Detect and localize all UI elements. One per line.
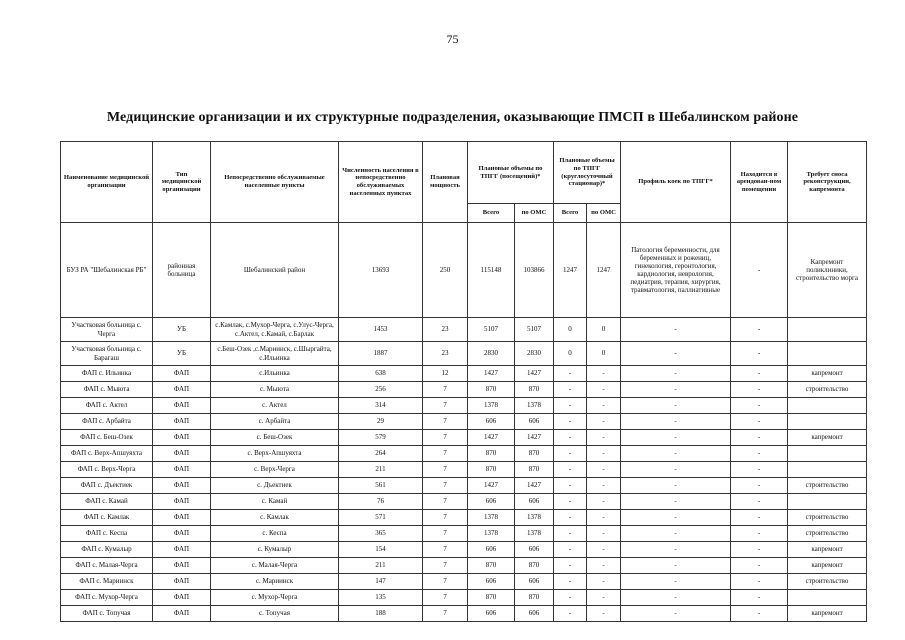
cell-name: ФАП с. Верх-Черга	[61, 462, 153, 478]
cell-rented: -	[731, 478, 788, 494]
cell-repair: строительство	[788, 382, 867, 398]
cell-repair: капремонт	[788, 366, 867, 382]
cell-b-oms: 1247	[587, 223, 621, 318]
cell-v-total: 870	[468, 462, 515, 478]
organizations-table	[60, 141, 867, 622]
cell-served: с. Кумалыр	[211, 542, 339, 558]
table-row	[61, 382, 867, 398]
header-beds-oms: по ОМС	[587, 204, 621, 223]
cell-b-total: -	[554, 526, 587, 542]
cell-capacity: 7	[423, 510, 468, 526]
cell-name: ФАП с. Верх-Апшуяхта	[61, 446, 153, 462]
header-visits-oms: по ОМС	[515, 204, 554, 223]
table-row	[61, 342, 867, 366]
cell-repair	[788, 342, 867, 366]
cell-rented: -	[731, 430, 788, 446]
cell-name: ФАП с. Малая-Черга	[61, 558, 153, 574]
cell-v-total: 606	[468, 606, 515, 622]
cell-population: 365	[339, 526, 423, 542]
cell-b-total: -	[554, 382, 587, 398]
cell-b-oms: -	[587, 462, 621, 478]
cell-repair: капремонт	[788, 542, 867, 558]
cell-name: ФАП с. Мариинск	[61, 574, 153, 590]
cell-v-oms: 870	[515, 590, 554, 606]
cell-name: Участковая больница с. Барагаш	[61, 342, 153, 366]
header-beds-volume: Плановые объемы по ТПГГ (круглосуточный стационар)*	[554, 142, 621, 204]
cell-rented: -	[731, 574, 788, 590]
cell-v-total: 1427	[468, 478, 515, 494]
cell-b-total: -	[554, 414, 587, 430]
cell-repair: Капремонт поликлиники, строительство морга	[788, 223, 867, 318]
cell-population: 147	[339, 574, 423, 590]
cell-b-total: -	[554, 558, 587, 574]
cell-b-oms: -	[587, 494, 621, 510]
cell-b-oms: -	[587, 606, 621, 622]
cell-repair	[788, 398, 867, 414]
header-repair: Требует сноса реконструкции, капремонта	[788, 142, 867, 223]
cell-v-total: 1378	[468, 526, 515, 542]
cell-b-oms: -	[587, 398, 621, 414]
cell-name: ФАП с. Кумалыр	[61, 542, 153, 558]
cell-type: районная больница	[153, 223, 211, 318]
cell-population: 314	[339, 398, 423, 414]
cell-type: ФАП	[153, 382, 211, 398]
cell-population: 135	[339, 590, 423, 606]
cell-b-oms: 0	[587, 342, 621, 366]
cell-type: ФАП	[153, 526, 211, 542]
table-row	[61, 414, 867, 430]
table-row	[61, 223, 867, 318]
cell-v-total: 870	[468, 558, 515, 574]
cell-served: с. Актел	[211, 398, 339, 414]
cell-rented: -	[731, 558, 788, 574]
cell-capacity: 23	[423, 318, 468, 342]
cell-b-oms: -	[587, 558, 621, 574]
cell-served: с.Ильинка	[211, 366, 339, 382]
table-row	[61, 398, 867, 414]
cell-name: Участковая больница с. Черга	[61, 318, 153, 342]
cell-name: ФАП с. Топучая	[61, 606, 153, 622]
cell-profile: -	[621, 342, 731, 366]
cell-v-total: 870	[468, 446, 515, 462]
cell-v-oms: 606	[515, 414, 554, 430]
cell-rented: -	[731, 414, 788, 430]
cell-population: 571	[339, 510, 423, 526]
cell-served: с. Малая-Черга	[211, 558, 339, 574]
cell-served: с. Арбайта	[211, 414, 339, 430]
cell-b-total: 0	[554, 318, 587, 342]
cell-rented: -	[731, 366, 788, 382]
cell-population: 29	[339, 414, 423, 430]
cell-capacity: 7	[423, 574, 468, 590]
table-row	[61, 590, 867, 606]
cell-profile: -	[621, 590, 731, 606]
cell-v-oms: 870	[515, 382, 554, 398]
cell-type: ФАП	[153, 590, 211, 606]
cell-repair	[788, 318, 867, 342]
cell-population: 256	[339, 382, 423, 398]
cell-b-total: -	[554, 510, 587, 526]
cell-rented: -	[731, 510, 788, 526]
cell-v-oms: 103866	[515, 223, 554, 318]
cell-profile: -	[621, 462, 731, 478]
cell-b-total: -	[554, 366, 587, 382]
cell-b-total: -	[554, 462, 587, 478]
cell-name: ФАП с. Ильинка	[61, 366, 153, 382]
cell-population: 76	[339, 494, 423, 510]
cell-population: 211	[339, 462, 423, 478]
cell-profile: -	[621, 606, 731, 622]
cell-v-oms: 870	[515, 462, 554, 478]
cell-rented: -	[731, 446, 788, 462]
header-population: Численность населения в непосредственно обслуживаемых населенных пунктах	[339, 142, 423, 223]
cell-capacity: 12	[423, 366, 468, 382]
header-beds-total: Всего	[554, 204, 587, 223]
cell-name: ФАП с. Арбайта	[61, 414, 153, 430]
cell-capacity: 7	[423, 494, 468, 510]
cell-v-oms: 1378	[515, 398, 554, 414]
cell-v-oms: 1427	[515, 478, 554, 494]
cell-b-total: -	[554, 478, 587, 494]
table-row	[61, 318, 867, 342]
cell-repair: строительство	[788, 478, 867, 494]
cell-type: ФАП	[153, 462, 211, 478]
cell-v-oms: 606	[515, 606, 554, 622]
cell-v-oms: 870	[515, 558, 554, 574]
cell-profile: -	[621, 414, 731, 430]
cell-v-oms: 606	[515, 542, 554, 558]
cell-b-oms: -	[587, 526, 621, 542]
table-row	[61, 446, 867, 462]
cell-name: ФАП с. Дъектиек	[61, 478, 153, 494]
cell-b-total: -	[554, 606, 587, 622]
cell-capacity: 7	[423, 462, 468, 478]
cell-v-oms: 1427	[515, 430, 554, 446]
table-row	[61, 526, 867, 542]
table-row	[61, 478, 867, 494]
cell-profile: -	[621, 366, 731, 382]
cell-capacity: 250	[423, 223, 468, 318]
cell-repair	[788, 494, 867, 510]
cell-v-oms: 870	[515, 446, 554, 462]
cell-b-oms: 0	[587, 318, 621, 342]
cell-repair	[788, 590, 867, 606]
cell-repair	[788, 462, 867, 478]
cell-population: 1887	[339, 342, 423, 366]
cell-rented: -	[731, 542, 788, 558]
cell-profile: -	[621, 542, 731, 558]
cell-population: 188	[339, 606, 423, 622]
cell-b-oms: -	[587, 590, 621, 606]
cell-capacity: 7	[423, 414, 468, 430]
cell-capacity: 7	[423, 382, 468, 398]
header-type: Тип медицинской организации	[153, 142, 211, 223]
cell-capacity: 7	[423, 590, 468, 606]
cell-b-oms: -	[587, 542, 621, 558]
cell-type: ФАП	[153, 558, 211, 574]
cell-type: ФАП	[153, 398, 211, 414]
cell-b-total: -	[554, 446, 587, 462]
cell-served: Шебалинский район	[211, 223, 339, 318]
cell-profile: -	[621, 446, 731, 462]
cell-type: ФАП	[153, 366, 211, 382]
header-served: Непосредственно обслуживаемые населенные пункты	[211, 142, 339, 223]
header-name: Наименование медицинской организации	[61, 142, 153, 223]
cell-v-oms: 1427	[515, 366, 554, 382]
cell-rented: -	[731, 318, 788, 342]
cell-type: УБ	[153, 342, 211, 366]
cell-rented: -	[731, 342, 788, 366]
table-row	[61, 462, 867, 478]
cell-type: УБ	[153, 318, 211, 342]
table-row	[61, 574, 867, 590]
cell-repair: строительство	[788, 574, 867, 590]
document-title: Медицинские организации и их структурные подразделения, оказывающие ПМСП в Шебалинском районе	[106, 110, 799, 125]
cell-type: ФАП	[153, 606, 211, 622]
cell-served: с. Камлак	[211, 510, 339, 526]
cell-b-total: -	[554, 574, 587, 590]
cell-rented: -	[731, 398, 788, 414]
cell-repair: строительство	[788, 526, 867, 542]
cell-rented: -	[731, 494, 788, 510]
cell-v-total: 606	[468, 542, 515, 558]
cell-capacity: 7	[423, 430, 468, 446]
cell-repair	[788, 414, 867, 430]
cell-name: ФАП с. Камлак	[61, 510, 153, 526]
cell-served: с. Беш-Озек	[211, 430, 339, 446]
cell-profile: -	[621, 494, 731, 510]
table-row	[61, 366, 867, 382]
cell-repair: капремонт	[788, 558, 867, 574]
cell-b-oms: -	[587, 446, 621, 462]
table-body	[61, 223, 867, 622]
cell-population: 638	[339, 366, 423, 382]
header-profile: Профиль коек по ТПГГ*	[621, 142, 731, 223]
table-row	[61, 494, 867, 510]
cell-v-total: 606	[468, 494, 515, 510]
cell-type: ФАП	[153, 510, 211, 526]
cell-type: ФАП	[153, 494, 211, 510]
cell-population: 579	[339, 430, 423, 446]
cell-repair: капремонт	[788, 606, 867, 622]
cell-v-oms: 1378	[515, 526, 554, 542]
cell-v-total: 870	[468, 590, 515, 606]
cell-served: с. Камай	[211, 494, 339, 510]
cell-served: с.Камлак, с.Мухор-Черга, с.Улус-Черга, с.Актел, с.Камай, с.Барлак	[211, 318, 339, 342]
cell-type: ФАП	[153, 542, 211, 558]
cell-b-total: -	[554, 494, 587, 510]
cell-v-total: 115148	[468, 223, 515, 318]
cell-profile: Патология беременности, для беременных и рожениц, гинекология, геронтология, кардиология, неврология, педиатрия, терапия, хирургия, травматология, паллиативные	[621, 223, 731, 318]
cell-v-oms: 606	[515, 494, 554, 510]
cell-profile: -	[621, 478, 731, 494]
cell-b-total: -	[554, 430, 587, 446]
cell-v-oms: 2830	[515, 342, 554, 366]
cell-repair: капремонт	[788, 430, 867, 446]
cell-b-oms: -	[587, 430, 621, 446]
cell-population: 1453	[339, 318, 423, 342]
cell-v-total: 2830	[468, 342, 515, 366]
cell-b-oms: -	[587, 414, 621, 430]
cell-name: ФАП с. Беш-Озек	[61, 430, 153, 446]
cell-capacity: 23	[423, 342, 468, 366]
cell-served: с. Верх-Апшуяхта	[211, 446, 339, 462]
cell-name: БУЗ РА "Шебалинская РБ"	[61, 223, 153, 318]
cell-rented: -	[731, 382, 788, 398]
header-capacity: Плановая мощность	[423, 142, 468, 223]
cell-b-total: 1247	[554, 223, 587, 318]
table-row	[61, 430, 867, 446]
cell-b-oms: -	[587, 366, 621, 382]
cell-capacity: 7	[423, 542, 468, 558]
cell-v-total: 1378	[468, 398, 515, 414]
cell-type: ФАП	[153, 478, 211, 494]
cell-profile: -	[621, 382, 731, 398]
cell-v-total: 1378	[468, 510, 515, 526]
cell-name: ФАП с. Мухор-Черга	[61, 590, 153, 606]
cell-population: 154	[339, 542, 423, 558]
cell-b-oms: -	[587, 478, 621, 494]
cell-served: с. Мухор-Черга	[211, 590, 339, 606]
cell-repair	[788, 446, 867, 462]
cell-v-total: 1427	[468, 366, 515, 382]
cell-capacity: 7	[423, 446, 468, 462]
cell-v-total: 5107	[468, 318, 515, 342]
header-visits-total: Всего	[468, 204, 515, 223]
cell-b-oms: -	[587, 382, 621, 398]
cell-v-oms: 606	[515, 574, 554, 590]
cell-repair: строительство	[788, 510, 867, 526]
cell-v-oms: 5107	[515, 318, 554, 342]
cell-rented: -	[731, 590, 788, 606]
cell-served: с. Дъектиек	[211, 478, 339, 494]
table-row	[61, 558, 867, 574]
header-visits: Плановые объемы по ТПГГ (посещений)*	[468, 142, 554, 204]
cell-type: ФАП	[153, 414, 211, 430]
cell-profile: -	[621, 558, 731, 574]
cell-v-oms: 1378	[515, 510, 554, 526]
cell-profile: -	[621, 574, 731, 590]
cell-b-oms: -	[587, 574, 621, 590]
cell-served: с. Кеспа	[211, 526, 339, 542]
cell-profile: -	[621, 318, 731, 342]
cell-capacity: 7	[423, 478, 468, 494]
cell-b-total: -	[554, 590, 587, 606]
header-rented: Находится в арендован-ном помещении	[731, 142, 788, 223]
cell-rented: -	[731, 223, 788, 318]
cell-name: ФАП с. Мыюта	[61, 382, 153, 398]
cell-capacity: 7	[423, 606, 468, 622]
cell-capacity: 7	[423, 398, 468, 414]
cell-profile: -	[621, 430, 731, 446]
cell-b-total: 0	[554, 342, 587, 366]
cell-population: 13693	[339, 223, 423, 318]
cell-served: с. Мыюта	[211, 382, 339, 398]
cell-population: 561	[339, 478, 423, 494]
cell-profile: -	[621, 398, 731, 414]
cell-served: с. Верх-Черга	[211, 462, 339, 478]
page-number: 75	[446, 32, 459, 46]
cell-name: ФАП с. Кеспа	[61, 526, 153, 542]
cell-v-total: 1427	[468, 430, 515, 446]
table-row	[61, 542, 867, 558]
cell-served: с. Топучая	[211, 606, 339, 622]
cell-type: ФАП	[153, 574, 211, 590]
table-row	[61, 606, 867, 622]
cell-b-total: -	[554, 542, 587, 558]
cell-type: ФАП	[153, 430, 211, 446]
cell-capacity: 7	[423, 526, 468, 542]
cell-name: ФАП с. Актел	[61, 398, 153, 414]
cell-rented: -	[731, 462, 788, 478]
cell-v-total: 606	[468, 414, 515, 430]
cell-served: с.Беш-Озек ,с.Мариинск, с.Шыргайта, с.Ильинка	[211, 342, 339, 366]
cell-population: 211	[339, 558, 423, 574]
cell-profile: -	[621, 510, 731, 526]
cell-type: ФАП	[153, 446, 211, 462]
cell-served: с. Мариинск	[211, 574, 339, 590]
cell-profile: -	[621, 526, 731, 542]
cell-name: ФАП с. Камай	[61, 494, 153, 510]
cell-population: 264	[339, 446, 423, 462]
cell-b-oms: -	[587, 510, 621, 526]
cell-rented: -	[731, 606, 788, 622]
cell-v-total: 606	[468, 574, 515, 590]
cell-capacity: 7	[423, 558, 468, 574]
table-row	[61, 510, 867, 526]
cell-v-total: 870	[468, 382, 515, 398]
cell-b-total: -	[554, 398, 587, 414]
cell-rented: -	[731, 526, 788, 542]
